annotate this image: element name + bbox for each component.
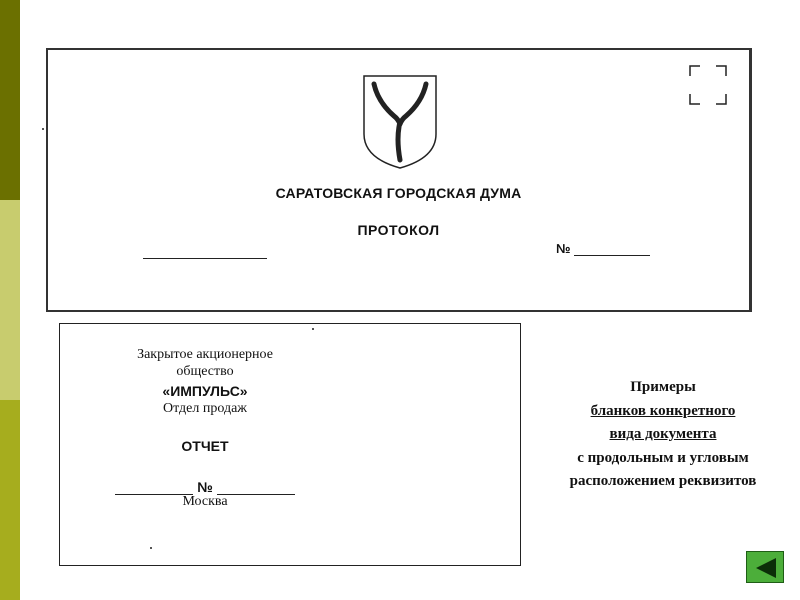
speck — [312, 328, 314, 330]
registration-number-field — [556, 241, 650, 256]
caption-line: Примеры — [630, 379, 696, 395]
number-field-line — [574, 241, 650, 256]
caption-line-underlined: вида документа — [609, 426, 717, 442]
document-type: ПРОТОКОЛ — [357, 222, 440, 238]
left-decor-bar — [0, 0, 20, 600]
caption-line-underlined: бланков конкретного — [590, 402, 736, 419]
organization-name: САРАТОВСКАЯ ГОРОДСКАЯ ДУМА — [275, 185, 522, 201]
decor-segment-dark — [0, 0, 20, 200]
org-line: Закрытое акционерное — [137, 347, 273, 362]
speck — [150, 547, 152, 549]
speck — [42, 128, 44, 130]
triangle-left-icon — [747, 552, 785, 584]
back-button[interactable] — [746, 551, 784, 583]
org-line: общество — [176, 364, 234, 379]
coat-of-arms-icon — [360, 72, 440, 172]
decor-segment-mid — [0, 400, 20, 600]
place-of-issue: Москва — [182, 494, 228, 509]
document-type: ОТЧЕТ — [181, 438, 229, 454]
decor-segment-light — [0, 200, 20, 400]
department-name: Отдел продаж — [163, 401, 247, 416]
caption-line: с продольным и угловым — [577, 449, 749, 466]
slide-caption — [530, 376, 796, 494]
caption-line: расположением реквизитов — [569, 473, 757, 489]
date-field-line — [143, 258, 267, 259]
org-name: «ИМПУЛЬС» — [162, 383, 248, 399]
form-example-longitudinal — [46, 48, 752, 312]
corner-marks-icon — [688, 64, 728, 106]
form-example-corner — [59, 323, 521, 566]
number-sign: № — [556, 241, 571, 256]
number-sign: № — [197, 479, 213, 495]
